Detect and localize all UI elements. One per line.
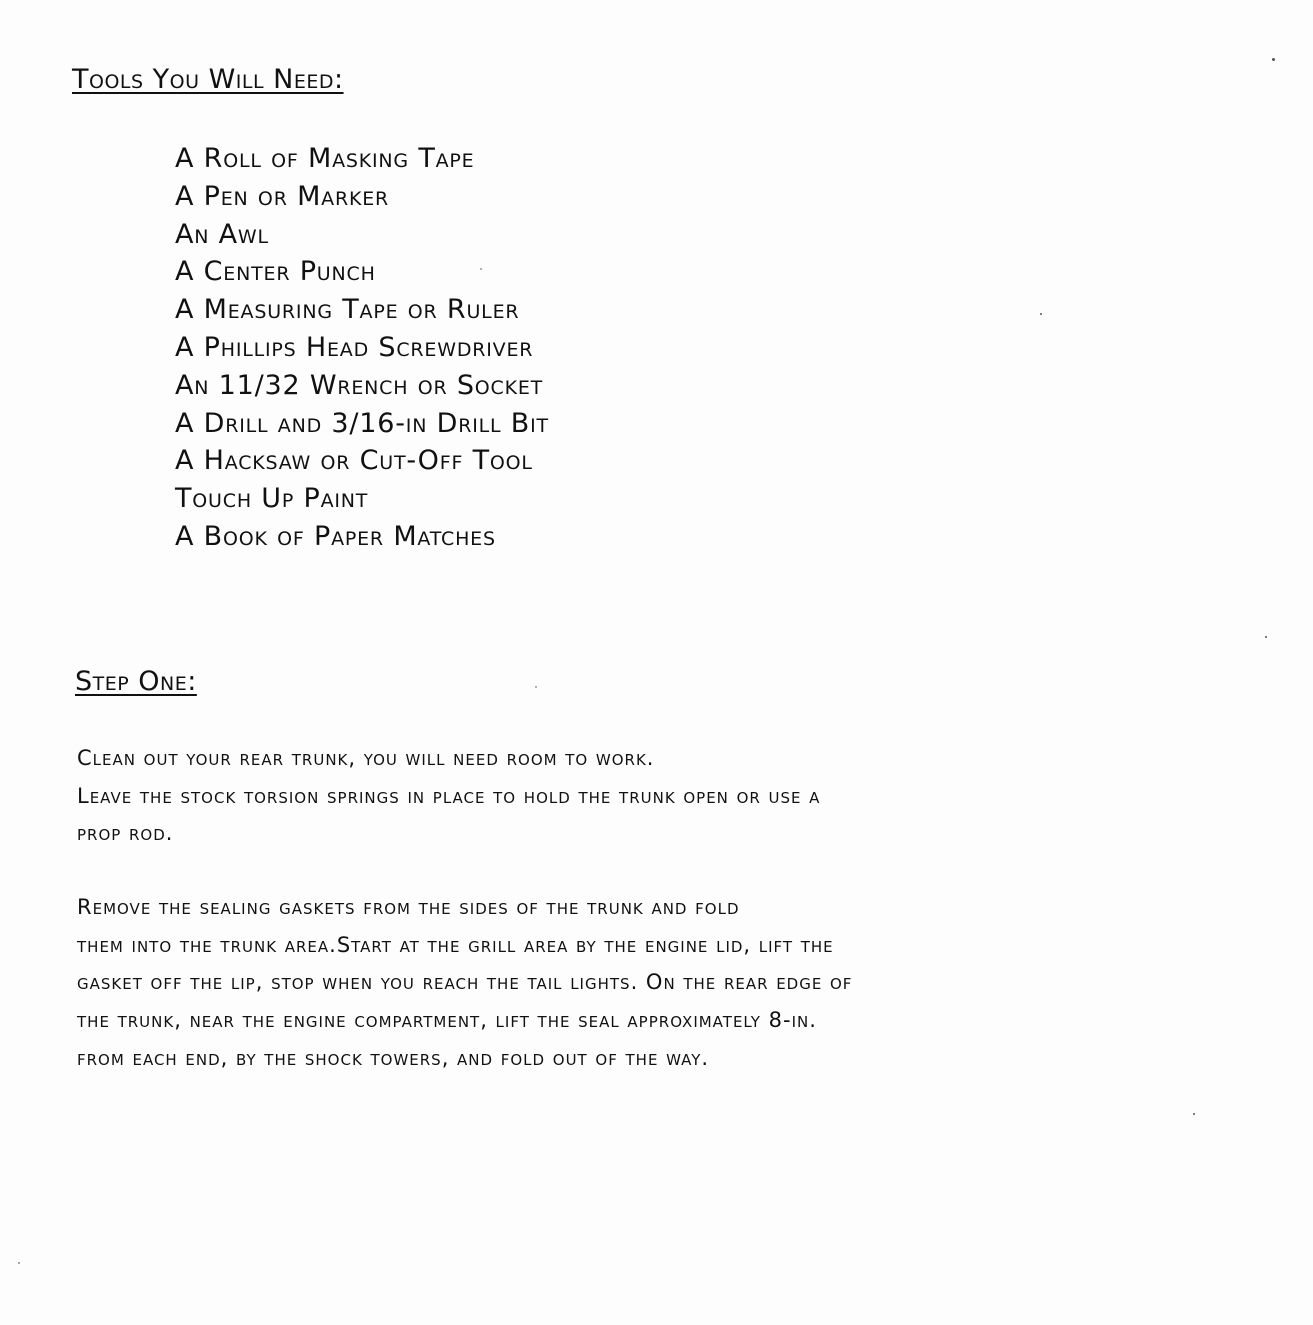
scan-speck — [18, 1262, 20, 1264]
scan-speck — [535, 686, 537, 688]
step-one-heading: Step One: — [75, 666, 197, 697]
tools-list — [175, 140, 549, 556]
paragraph-line: prop rod. — [77, 821, 174, 846]
scan-speck — [480, 268, 482, 270]
paragraph-line: Remove the sealing gaskets from the sides of the trunk and fold — [77, 895, 740, 919]
tool-item: A Phillips Head Screwdriver — [175, 331, 534, 363]
tool-item: A Center Punch — [175, 256, 376, 288]
scan-speck — [1193, 1113, 1195, 1115]
scan-speck — [1265, 636, 1267, 638]
tool-item: A Roll of Masking Tape — [175, 143, 475, 174]
step-one-paragraph-1 — [77, 740, 820, 853]
paragraph-line: from each end, by the shock towers, and fold out of the way. — [77, 1045, 710, 1070]
tool-item: A Book of Paper Matches — [175, 520, 496, 552]
paragraph-line: gasket off the lip, stop when you reach the tail lights. On the rear edge of — [77, 970, 853, 995]
scan-speck — [1040, 313, 1042, 315]
tool-item: An 11/32 Wrench or Socket — [175, 369, 544, 401]
tool-item: An Awl — [175, 218, 269, 250]
step-one-paragraph-2 — [77, 889, 852, 1078]
tool-item: A Measuring Tape or Ruler — [175, 294, 520, 326]
tool-item: A Pen or Marker — [175, 180, 390, 212]
paragraph-line: Clean out your rear trunk, you will need room to work. — [77, 746, 655, 770]
paragraph-line: the trunk, near the engine compartment, lift the seal approximately 8-in. — [77, 1008, 817, 1033]
scan-speck — [1272, 58, 1275, 61]
paragraph-line: Leave the stock torsion springs in place to hold the trunk open or use a — [77, 783, 821, 808]
tool-item: Touch Up Paint — [175, 483, 369, 515]
tools-heading: Tools You Will Need: — [72, 64, 344, 95]
tool-item: A Hacksaw or Cut-Off Tool — [175, 445, 533, 477]
tool-item: A Drill and 3/16-in Drill Bit — [175, 407, 549, 439]
paragraph-line: them into the trunk area.Start at the grill area by the engine lid, lift the — [77, 932, 834, 957]
